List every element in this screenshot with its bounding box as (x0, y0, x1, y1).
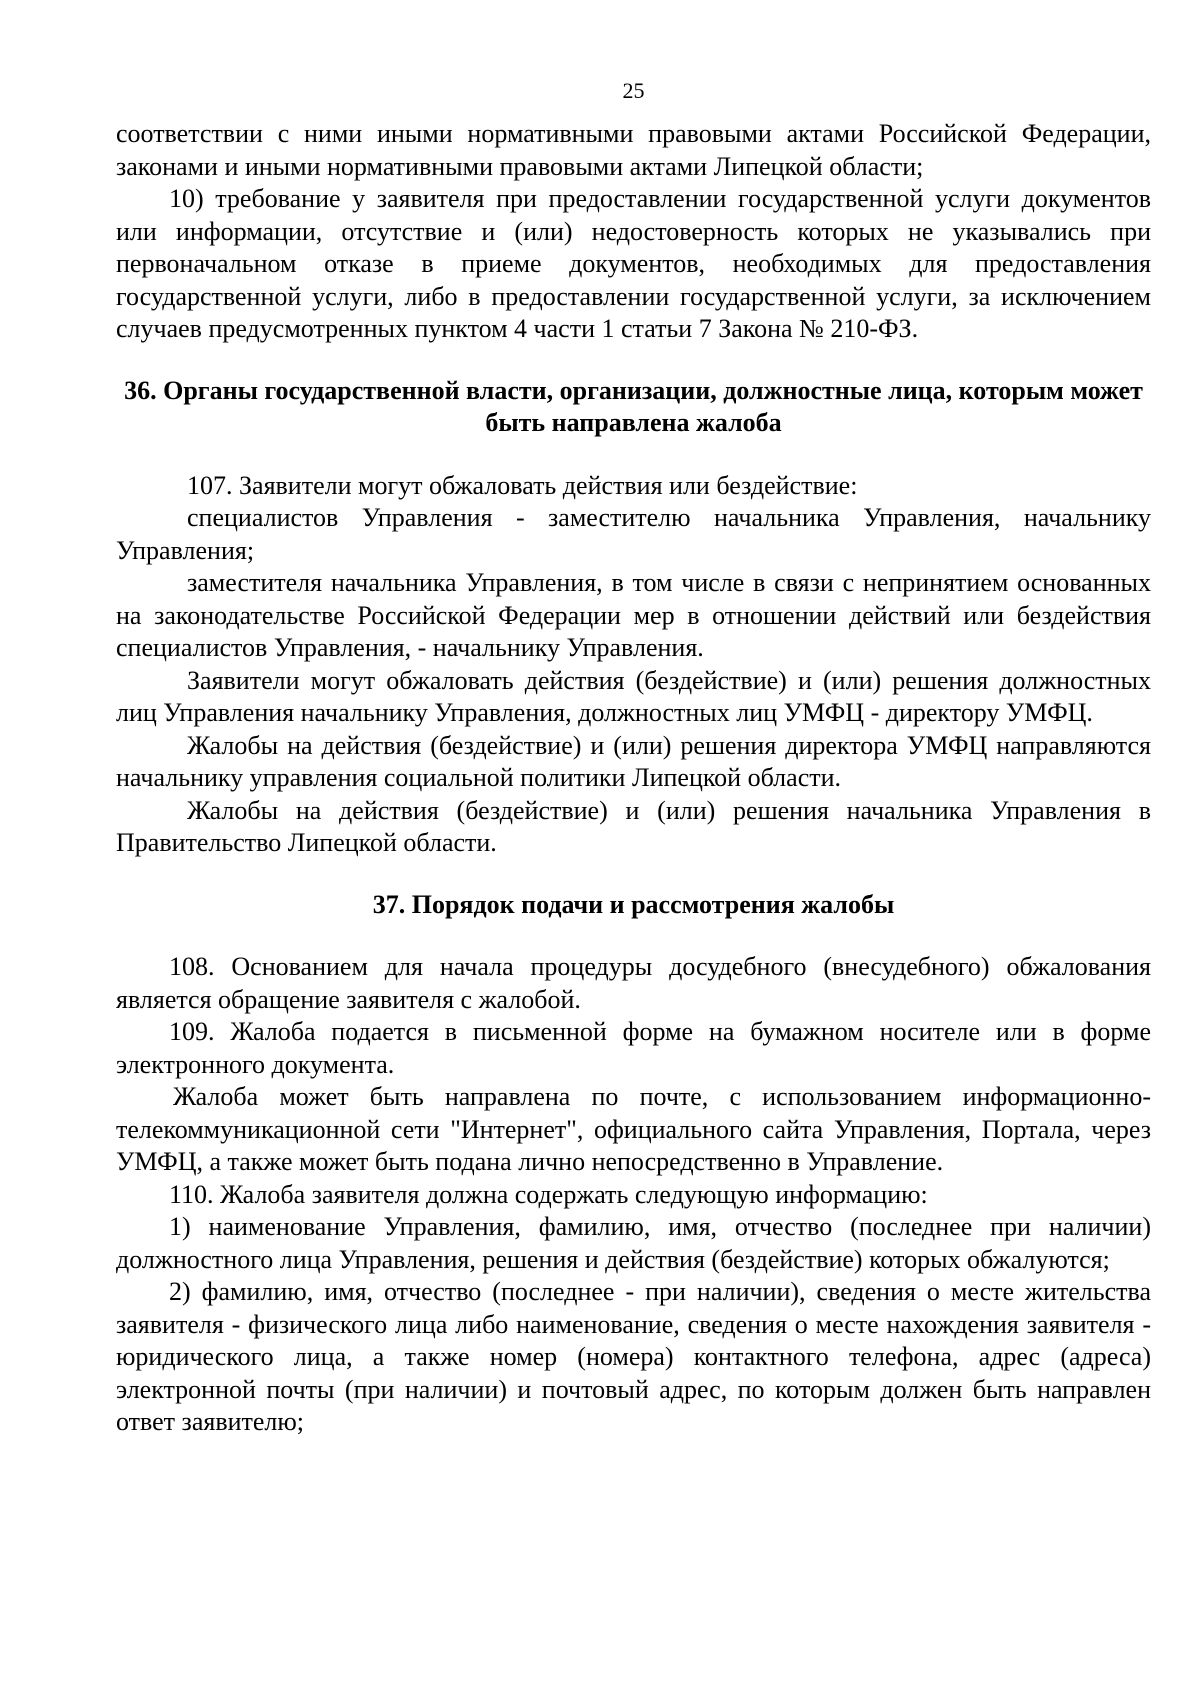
intro-continuation-paragraph: соответствии с ними иными нормативными правовыми актами Российской Федерации, законами и иными нормативными правовыми актами Липецкой области; (116, 119, 1151, 181)
item-10-paragraph: 10) требование у заявителя при предоставлении государственной услуги документов или информации, отсутствие и (или) недостоверность которых не указывались при первоначальном отказе в приеме документов, необходимых для предоставления государственной услуги, либо в предоставлении государственной услуги, за исключением случаев предусмотренных пунктом 4 части 1 статьи 7 Закона № 210-ФЗ. (116, 184, 1151, 343)
page-number: 25 (622, 78, 645, 103)
section-36-heading: 36. Органы государственной власти, организации, должностные лица, которым может быть направлена жалоба (124, 375, 1143, 437)
paragraph-107: 107. Заявители могут обжаловать действия или бездействие: (187, 470, 858, 500)
paragraph-deputy: заместителя начальника Управления, в том числе в связи с непринятием основанных на законодательстве Российской Федерации мер в отношении действий или бездействия специалистов Управления, - начальнику Управления. (116, 568, 1151, 662)
paragraph-head: Жалобы на действия (бездействие) и (или) решения начальника Управления в Правительство Липецкой области. (116, 795, 1151, 857)
paragraph-channels: Жалоба может быть направлена по почте, с использованием информационно-телекоммуникационной сети "Интернет", официального сайта Управления, Портала, через УМФЦ, а также может быть подана лично непосредственно в Управление. (116, 1082, 1151, 1176)
paragraph-officials: Заявители могут обжаловать действия (бездействие) и (или) решения должностных лиц Управления начальнику Управления, должностных лиц УМФЦ - директору УМФЦ. (116, 665, 1151, 727)
spacer (116, 346, 1151, 375)
document-body (116, 118, 1151, 1439)
paragraph-108: 108. Основанием для начала процедуры досудебного (внесудебного) обжалования является обращение заявителя с жалобой. (116, 952, 1151, 1014)
item-1-paragraph: 1) наименование Управления, фамилию, имя, отчество (последнее при наличии) должностного лица Управления, решения и действия (бездействие) которых обжалуются; (116, 1212, 1151, 1274)
spacer (116, 440, 1151, 470)
spacer (116, 921, 1151, 951)
item-2-paragraph: 2) фамилию, имя, отчество (последнее - при наличии), сведения о месте жительства заявителя - физического лица либо наименование, сведения о месте нахождения заявителя - юридического лица, а также номер (номера) контактного телефона, адрес (адреса) электронной почты (при наличии) и почтовый адрес, по которым должен быть направлен ответ заявителю; (116, 1277, 1151, 1436)
paragraph-specialists: специалистов Управления - заместителю начальника Управления, начальнику Управления; (116, 503, 1151, 565)
spacer (116, 860, 1151, 889)
section-37-heading: 37. Порядок подачи и рассмотрения жалобы (372, 889, 895, 919)
paragraph-director: Жалобы на действия (бездействие) и (или) решения директора УМФЦ направляются начальнику управления социальной политики Липецкой области. (116, 730, 1151, 792)
paragraph-110: 110. Жалоба заявителя должна содержать следующую информацию: (169, 1179, 928, 1209)
paragraph-109: 109. Жалоба подается в письменной форме на бумажном носителе или в форме электронного документа. (116, 1017, 1151, 1079)
